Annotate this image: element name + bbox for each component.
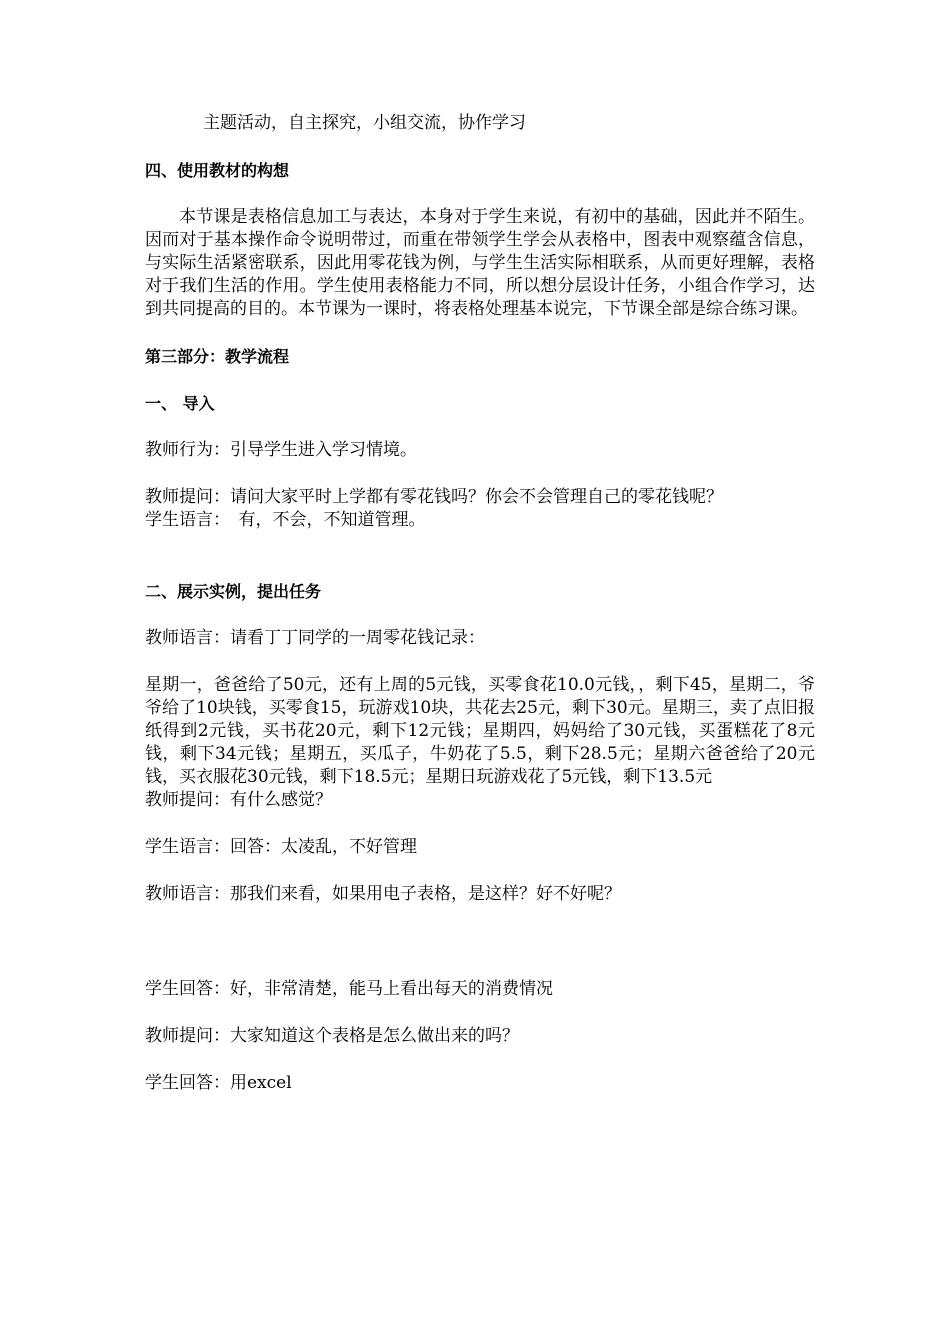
teacher-question-2: 教师提问：有什么感觉？ bbox=[145, 790, 332, 810]
method-line: 主题活动，自主探究，小组交流，协作学习 bbox=[203, 113, 526, 133]
step1-heading: 一、 导入 bbox=[145, 394, 215, 413]
teacher-question-3: 教师提问：大家知道这个表格是怎么做出来的吗？ bbox=[145, 1026, 519, 1046]
step2-heading: 二、展示实例，提出任务 bbox=[145, 582, 322, 601]
student-answer-2: 学生回答：用excel bbox=[145, 1073, 292, 1093]
student-language-2: 学生语言：回答：太凌乱，不好管理 bbox=[145, 837, 417, 857]
teacher-question-1: 教师提问：请问大家平时上学都有零花钱吗？你会不会管理自己的零花钱呢？ bbox=[145, 487, 723, 507]
part3-heading: 第三部分：教学流程 bbox=[145, 347, 290, 366]
teacher-language-1: 教师语言：请看丁丁同学的一周零花钱记录： bbox=[145, 628, 485, 648]
student-answer-1: 学生回答：好，非常清楚，能马上看出每天的消费情况 bbox=[145, 979, 553, 999]
document-page bbox=[145, 112, 815, 1095]
section4-body: 本节课是表格信息加工与表达，本身对于学生来说，有初中的基础，因此并不陌生。因而对于基本操作命令说明带过，而重在带领学生学会从表格中，图表中观察蕴含信息，与实际生活紧密联系，因此用零花钱为例，与学生生活实际相联系，从而更好理解，表格对于我们生活的作用。学生使用表格能力不同，所以想分层设计任务，小组合作学习，达到共同提高的目的。本节课为一课时，将表格处理基本说完，下节课全部是综合练习课。 bbox=[145, 207, 815, 319]
section4-heading: 四、使用教材的构想 bbox=[145, 161, 290, 180]
allowance-record: 星期一，爸爸给了50元，还有上周的5元钱，买零食花10.0元钱，，剩下45，星期二，爷爷给了10块钱，买零食15，玩游戏10块，共花去25元，剩下30元。星期三，卖了点旧报纸得到2元钱，买书花20元，剩下12元钱；星期四，妈妈给了30元钱，买蛋糕花了8元钱，剩下34元钱；星期五，买瓜子，牛奶花了5.5，剩下28.5元；星期六爸爸给了20元钱，买衣服花30元钱，剩下18.5元；星期日玩游戏花了5元钱，剩下13.5元 bbox=[145, 675, 815, 787]
student-language-1: 学生语言： 有，不会，不知道管理。 bbox=[145, 510, 426, 530]
teacher-language-2: 教师语言：那我们来看，如果用电子表格，是这样？好不好呢？ bbox=[145, 884, 621, 904]
teacher-action: 教师行为：引导学生进入学习情境。 bbox=[145, 440, 417, 460]
